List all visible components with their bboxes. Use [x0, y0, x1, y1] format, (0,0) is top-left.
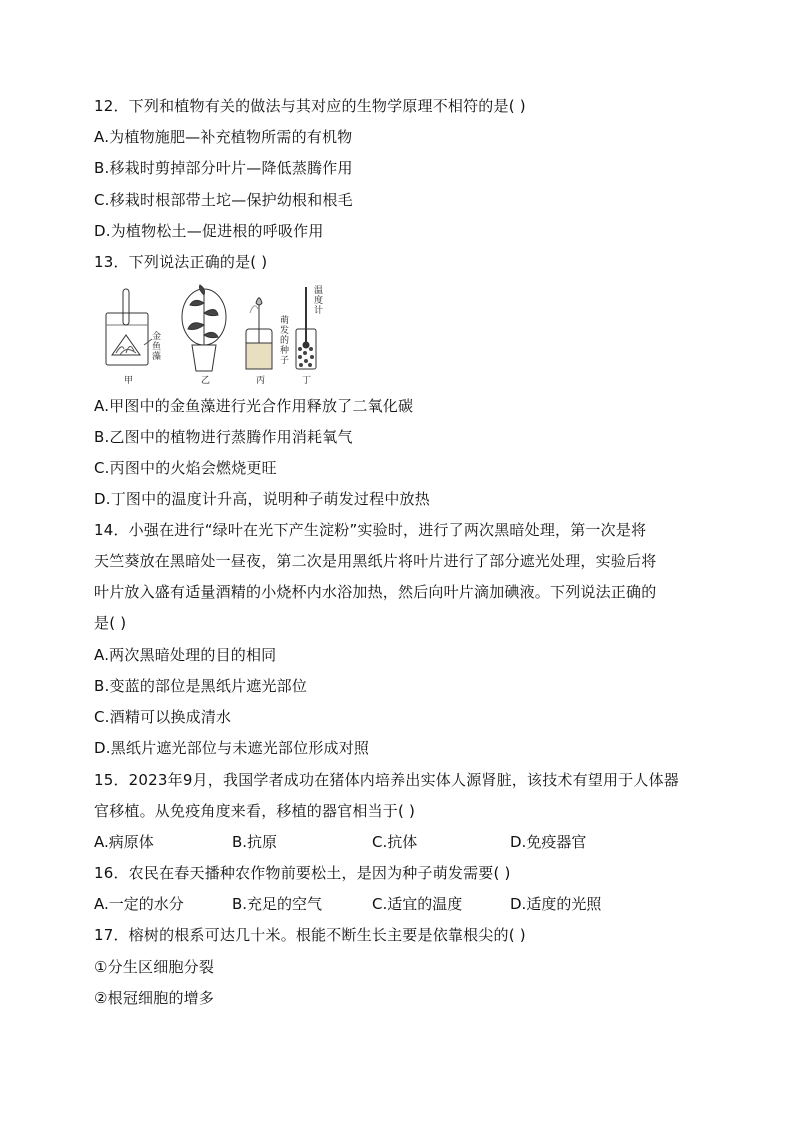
q12-option-b: B.移栽时剪掉部分叶片—降低蒸腾作用 [94, 159, 353, 177]
figure-jia [106, 289, 152, 365]
figure-label-ding: 丁 [302, 376, 312, 386]
q17-item-1: ①分生区细胞分裂 [94, 958, 215, 976]
figure-label-bing: 丙 [256, 376, 266, 386]
q16-stem: 16．农民在春天播种农作物前要松土，是因为种子萌发需要( ) [94, 864, 511, 882]
q13-option-d: D.丁图中的温度计升高，说明种子萌发过程中放热 [94, 490, 430, 508]
q13-option-b: B.乙图中的植物进行蒸腾作用消耗氧气 [94, 428, 353, 446]
thermometer-label-1: 温 [314, 286, 324, 296]
figure-label-yi: 乙 [201, 376, 211, 386]
q13-experiment-figure [100, 283, 340, 387]
q17-item-2: ②根冠细胞的增多 [94, 989, 215, 1007]
goldfish-weed-label-2: 鱼 [152, 342, 162, 352]
q14-option-b: B.变蓝的部位是黑纸片遮光部位 [94, 677, 308, 695]
seeds-label-5: 子 [280, 356, 290, 366]
q12-option-d: D.为植物松土—促进根的呼吸作用 [94, 222, 324, 240]
figure-bing [246, 297, 272, 369]
q16-option-a: A.一定的水分 [94, 895, 184, 913]
q14-stem-line-1: 14．小强在进行“绿叶在光下产生淀粉”实验时，进行了两次黑暗处理，第一次是将 [94, 521, 647, 539]
q15-option-d: D.免疫器官 [510, 833, 587, 851]
figure-label-jia: 甲 [124, 376, 134, 386]
q15-stem-line-1: 15．2023年9月，我国学者成功在猪体内培养出实体人源肾脏，该技术有望用于人体器 [94, 771, 680, 789]
thermometer-label-2: 度 [314, 296, 324, 306]
figure-ding [296, 287, 316, 369]
seeds-label-4: 种 [280, 346, 290, 356]
q14-stem-line-3: 叶片放入盛有适量酒精的小烧杯内水浴加热，然后向叶片滴加碘液。下列说法正确的 [94, 583, 657, 601]
q16-option-c: C.适宜的温度 [372, 895, 463, 913]
q15-option-a: A.病原体 [94, 833, 154, 851]
q14-option-d: D.黑纸片遮光部位与未遮光部位形成对照 [94, 739, 370, 757]
q13-stem: 13．下列说法正确的是( ) [94, 253, 268, 271]
goldfish-weed-label-3: 藻 [152, 352, 162, 362]
q12-option-c: C.移栽时根部带土坨—保护幼根和根毛 [94, 191, 353, 209]
q15-stem-line-2: 官移植。从免疫角度来看，移植的器官相当于( ) [94, 802, 416, 820]
q14-option-a: A.两次黑暗处理的目的相同 [94, 646, 277, 664]
q15-option-b: B.抗原 [232, 833, 278, 851]
q12-stem: 12．下列和植物有关的做法与其对应的生物学原理不相符的是( ) [94, 97, 526, 115]
seeds-label-3: 的 [280, 336, 290, 346]
q14-stem-line-4: 是( ) [94, 614, 127, 632]
seeds-label-1: 萌 [280, 316, 290, 326]
q16-option-b: B.充足的空气 [232, 895, 323, 913]
figure-yi [182, 285, 226, 371]
q13-option-a: A.甲图中的金鱼藻进行光合作用释放了二氧化碳 [94, 397, 414, 415]
q14-option-c: C.酒精可以换成清水 [94, 708, 232, 726]
experiment-illustration [100, 283, 340, 387]
q13-option-c: C.丙图中的火焰会燃烧更旺 [94, 459, 277, 477]
goldfish-weed-label-1: 金 [152, 332, 162, 342]
seeds-label-2: 发 [280, 326, 290, 336]
thermometer-label-3: 计 [314, 306, 324, 316]
q14-stem-line-2: 天竺葵放在黑暗处一昼夜，第二次是用黑纸片将叶片进行了部分遮光处理，实验后将 [94, 552, 657, 570]
q16-option-d: D.适度的光照 [510, 895, 602, 913]
q17-stem: 17．榕树的根系可达几十米。根能不断生长主要是依靠根尖的( ) [94, 926, 526, 944]
q15-option-c: C.抗体 [372, 833, 418, 851]
q12-option-a: A.为植物施肥—补充植物所需的有机物 [94, 128, 353, 146]
